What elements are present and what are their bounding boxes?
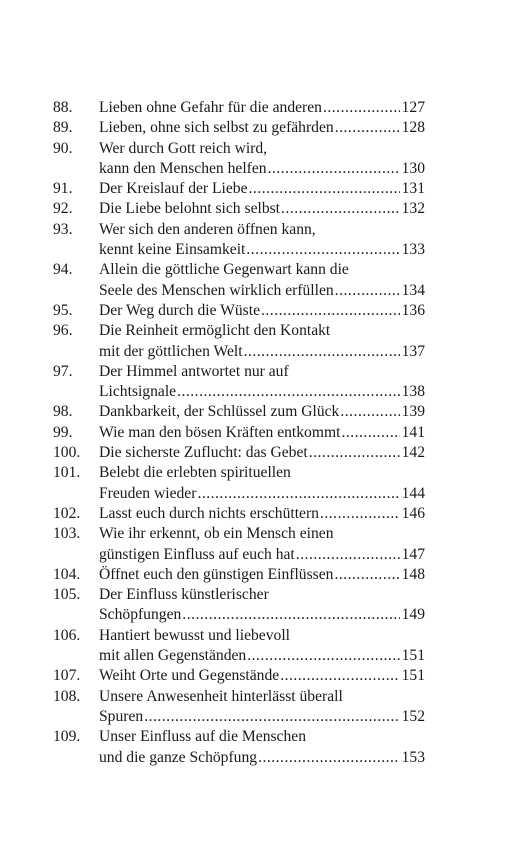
toc-entry-title-line: Öffnet euch den günstigen Einflüssen bbox=[99, 565, 334, 583]
toc-entry-last-line bbox=[99, 382, 425, 402]
toc-entry-page-number: 141 bbox=[401, 423, 425, 441]
toc-entry-number: 103. bbox=[53, 525, 81, 543]
dot-leader bbox=[249, 179, 400, 199]
toc-entry-title-line: Die Reinheit ermöglicht den Kontakt bbox=[99, 322, 331, 340]
toc-entry-body bbox=[99, 98, 425, 118]
toc-entry bbox=[53, 402, 425, 422]
toc-entry-page-number: 136 bbox=[401, 301, 425, 319]
toc-entry-number: 95. bbox=[53, 301, 73, 319]
dot-leader bbox=[280, 666, 399, 686]
toc-entry-last-line bbox=[99, 301, 425, 321]
toc-entry-body bbox=[99, 463, 425, 504]
dot-leader bbox=[320, 504, 400, 524]
toc-entry-number: 102. bbox=[53, 504, 81, 522]
toc-entry-title-line: Freuden wieder bbox=[99, 484, 197, 502]
toc-entry-body bbox=[99, 301, 425, 321]
toc-entry-last-line bbox=[99, 504, 425, 524]
toc-entry bbox=[53, 626, 425, 667]
toc-entry-title-line: mit der göttlichen Welt bbox=[99, 342, 243, 360]
toc-entry-page-number: 148 bbox=[401, 565, 425, 583]
toc-entry-page-number: 147 bbox=[401, 545, 425, 563]
toc-entry bbox=[53, 199, 425, 219]
toc-entry-title-line: kann den Menschen helfen bbox=[99, 159, 267, 177]
toc-entry-title-line: Die Liebe belohnt sich selbst bbox=[99, 200, 281, 218]
dot-leader bbox=[340, 402, 399, 422]
toc-entry-body bbox=[99, 260, 425, 301]
toc-entry-page-number: 144 bbox=[401, 484, 425, 502]
toc-entry-title-line: Spuren bbox=[99, 707, 144, 725]
toc-entry-title-line: und die ganze Schöpfung bbox=[99, 748, 258, 766]
toc-entry-body bbox=[99, 199, 425, 219]
toc-entry bbox=[53, 423, 425, 443]
toc-entry bbox=[53, 565, 425, 585]
toc-entry-body bbox=[99, 423, 425, 443]
dot-leader bbox=[341, 423, 399, 443]
toc-entry-page-number: 130 bbox=[401, 159, 425, 177]
toc-entry-page-number: 128 bbox=[401, 119, 425, 137]
dot-leader bbox=[182, 605, 399, 625]
toc-entry-number: 94. bbox=[53, 261, 73, 279]
toc-entry-page-number: 133 bbox=[401, 241, 425, 259]
toc-entry bbox=[53, 687, 425, 728]
toc-entry-title-line: Hantiert bewusst und liebevoll bbox=[99, 626, 290, 644]
toc-entry bbox=[53, 260, 425, 301]
toc-entry-title-line: Der Himmel antwortet nur auf bbox=[99, 362, 289, 380]
toc-entry-page-number: 151 bbox=[401, 647, 425, 665]
toc-entry-number: 91. bbox=[53, 180, 73, 198]
toc-entry-title-line: Die sicherste Zuflucht: das Gebet bbox=[99, 444, 308, 462]
toc-entry-title-line: Lieben ohne Gefahr für die anderen bbox=[99, 99, 322, 116]
toc-entry-title-line: Wer sich den anderen öffnen kann, bbox=[99, 220, 316, 238]
toc-entry-body bbox=[99, 118, 425, 138]
toc-entry-number: 97. bbox=[53, 362, 73, 380]
toc-entry bbox=[53, 524, 425, 565]
toc-entry-number: 105. bbox=[53, 586, 81, 604]
toc-entry-title-line: Wie man den bösen Kräften entkommt bbox=[99, 423, 341, 441]
toc-entry-last-line bbox=[99, 199, 425, 219]
toc-entry-last-line bbox=[99, 565, 425, 585]
toc-entry-body bbox=[99, 687, 425, 728]
dot-leader bbox=[296, 545, 400, 565]
toc-entry-title-line: Belebt die erlebten spirituellen bbox=[99, 464, 291, 482]
toc-entry-body bbox=[99, 362, 425, 403]
toc-entry bbox=[53, 98, 425, 118]
toc-entry bbox=[53, 321, 425, 362]
dot-leader bbox=[335, 281, 400, 301]
toc-entry-number: 100. bbox=[53, 444, 81, 462]
toc-entry bbox=[53, 362, 425, 403]
dot-leader bbox=[261, 301, 400, 321]
toc-entry-title-line: Schöpfungen bbox=[99, 606, 182, 624]
toc-entry-number: 101. bbox=[53, 464, 81, 482]
toc-entry-page-number: 138 bbox=[401, 383, 425, 401]
toc-entry-last-line bbox=[99, 545, 425, 565]
toc-entry-page-number: 151 bbox=[401, 667, 425, 685]
toc-entry-body bbox=[99, 321, 425, 362]
toc-entry-title-line: Seele des Menschen wirklich erfüllen bbox=[99, 281, 334, 299]
toc-entry-title-line: kennt keine Einsamkeit bbox=[99, 241, 246, 259]
toc-entry bbox=[53, 727, 425, 768]
dot-leader bbox=[281, 199, 400, 219]
toc-entry-body bbox=[99, 179, 425, 199]
toc-entry-body bbox=[99, 524, 425, 565]
toc-entry-last-line bbox=[99, 98, 425, 118]
toc-entry-title-line: Wer durch Gott reich wird, bbox=[99, 139, 268, 157]
toc-entry bbox=[53, 585, 425, 626]
toc-entry-body bbox=[99, 565, 425, 585]
dot-leader bbox=[247, 646, 399, 666]
toc-entry-title-line: Allein die göttliche Gegenwart kann die bbox=[99, 261, 349, 279]
toc-entry bbox=[53, 463, 425, 504]
toc-entry-page-number: 127 bbox=[401, 99, 425, 116]
toc-entry-page-number: 149 bbox=[401, 606, 425, 624]
toc-entry-number: 98. bbox=[53, 403, 73, 421]
toc-entry-title-line: Lieben, ohne sich selbst zu gefährden bbox=[99, 119, 334, 137]
toc-entry-title-line: günstigen Einfluss auf euch hat bbox=[99, 545, 295, 563]
toc-entry-body bbox=[99, 220, 425, 261]
toc-entry bbox=[53, 139, 425, 180]
dot-leader bbox=[309, 443, 400, 463]
toc-entry-title-line: Lasst euch durch nichts erschüttern bbox=[99, 504, 319, 522]
toc-entry-number: 93. bbox=[53, 220, 73, 238]
toc-entry-page-number: 153 bbox=[401, 748, 425, 766]
toc-entry-page-number: 146 bbox=[401, 504, 425, 522]
toc-entry-last-line bbox=[99, 342, 425, 362]
toc-entry-page-number: 131 bbox=[401, 180, 425, 198]
dot-leader bbox=[177, 382, 400, 402]
dot-leader bbox=[197, 484, 399, 504]
toc-entry-last-line bbox=[99, 748, 425, 768]
dot-leader bbox=[258, 748, 400, 768]
dot-leader bbox=[334, 565, 399, 585]
toc-entry-last-line bbox=[99, 707, 425, 727]
toc-entry-title-line: Der Weg durch die Wüste bbox=[99, 301, 260, 319]
toc-entry-body bbox=[99, 626, 425, 667]
toc-entry-title-line: Unsere Anwesenheit hinterlässt überall bbox=[99, 687, 343, 705]
toc-entry bbox=[53, 118, 425, 138]
toc-entry-last-line bbox=[99, 402, 425, 422]
toc-entry-number: 104. bbox=[53, 565, 81, 583]
toc-entry-body bbox=[99, 666, 425, 686]
dot-leader bbox=[144, 707, 399, 727]
toc-entry-last-line bbox=[99, 179, 425, 199]
toc-entry-last-line bbox=[99, 443, 425, 463]
dot-leader bbox=[268, 159, 400, 179]
toc-entry-title-line: mit allen Gegenständen bbox=[99, 647, 247, 665]
toc-entry-number: 92. bbox=[53, 200, 73, 218]
toc-entry-page-number: 132 bbox=[401, 200, 425, 218]
toc-entry-number: 96. bbox=[53, 322, 73, 340]
toc-entry bbox=[53, 179, 425, 199]
toc-entry-number: 99. bbox=[53, 423, 73, 441]
toc-entry-page-number: 142 bbox=[401, 444, 425, 462]
toc-entry-title-line: Lichtsignale bbox=[99, 383, 177, 401]
toc-entry-body bbox=[99, 139, 425, 180]
toc-entry-last-line bbox=[99, 423, 425, 443]
toc-entry-last-line bbox=[99, 118, 425, 138]
toc-entry bbox=[53, 504, 425, 524]
toc-entry-title-line: Der Kreislauf der Liebe bbox=[99, 180, 248, 198]
toc-entry bbox=[53, 666, 425, 686]
toc-entry-body bbox=[99, 727, 425, 768]
toc-entry-last-line bbox=[99, 605, 425, 625]
toc-entry-number: 89. bbox=[53, 119, 73, 137]
toc-entry-body bbox=[99, 504, 425, 524]
toc-entry-title-line: Wie ihr erkennt, ob ein Mensch einen bbox=[99, 525, 334, 543]
toc-entry-last-line bbox=[99, 666, 425, 686]
toc-entry-page-number: 137 bbox=[401, 342, 425, 360]
toc-entry-last-line bbox=[99, 240, 425, 260]
toc-entry-number: 90. bbox=[53, 139, 73, 157]
toc-entry-page-number: 152 bbox=[401, 707, 425, 725]
dot-leader bbox=[246, 240, 399, 260]
dot-leader bbox=[335, 118, 400, 138]
toc-entry-last-line bbox=[99, 484, 425, 504]
toc-entry-number: 109. bbox=[53, 728, 81, 746]
dot-leader bbox=[244, 342, 400, 362]
toc-entry-page-number: 139 bbox=[401, 403, 425, 421]
toc-entry-last-line bbox=[99, 281, 425, 301]
toc-entry-number: 107. bbox=[53, 667, 81, 685]
toc-entry-number: 108. bbox=[53, 687, 81, 705]
toc-entry bbox=[53, 301, 425, 321]
toc-entry-body bbox=[99, 585, 425, 626]
toc-entry-body bbox=[99, 443, 425, 463]
toc-entry-last-line bbox=[99, 159, 425, 179]
toc-entry-body bbox=[99, 402, 425, 422]
toc-entry-number: 88. bbox=[53, 99, 73, 116]
toc-entry-title-line: Weiht Orte und Gegenstände bbox=[99, 667, 280, 685]
toc-entry-number: 106. bbox=[53, 626, 81, 644]
toc-entry-page-number: 134 bbox=[401, 281, 425, 299]
toc-entry-last-line bbox=[99, 646, 425, 666]
toc-entry-title-line: Der Einfluss künstlerischer bbox=[99, 586, 269, 604]
toc-entry-title-line: Unser Einfluss auf die Menschen bbox=[99, 728, 306, 746]
table-of-contents bbox=[53, 98, 425, 768]
toc-entry bbox=[53, 220, 425, 261]
toc-entry bbox=[53, 443, 425, 463]
dot-leader bbox=[323, 98, 400, 118]
toc-entry-title-line: Dankbarkeit, der Schlüssel zum Glück bbox=[99, 403, 340, 421]
